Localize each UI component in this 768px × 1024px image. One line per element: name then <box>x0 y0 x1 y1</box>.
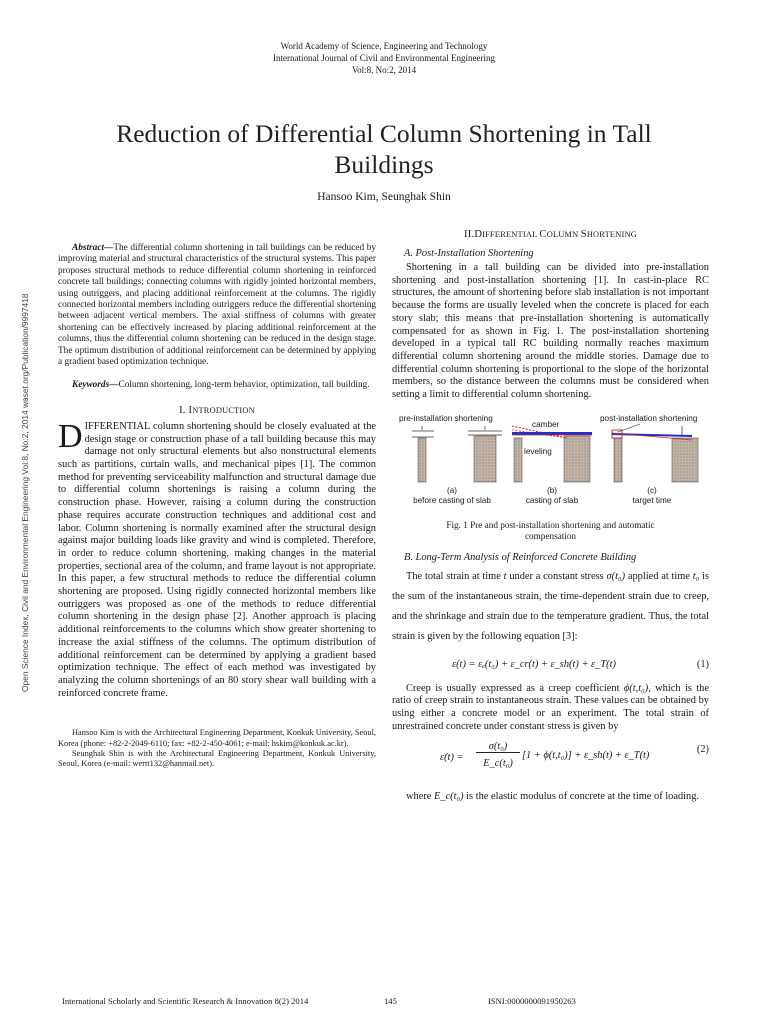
fig-b-sub: casting of slab <box>525 495 579 505</box>
footnote-1: Hansoo Kim is with the Architectural Engineering Department, Konkuk University, Seoul, Korea (phone: +82-2-2049-6110; fax: +82-2-450-4061; e-mail: hskim@konkuk.ac.kr). <box>58 728 376 748</box>
fig-label-post: post-installation shortening <box>600 413 698 423</box>
subsection-a-title: A. Post-Installation Shortening <box>404 248 534 259</box>
intro-numeral: I. I <box>179 404 193 416</box>
b-text1b: under a constant stress <box>506 570 607 582</box>
var-ec: E_c(t₀) <box>433 790 464 802</box>
sec2-word2: OLUMN <box>546 230 581 239</box>
column-b-right <box>564 436 590 482</box>
title-line-2: Buildings <box>334 150 434 179</box>
column-c-right <box>672 438 698 482</box>
page-number: 145 <box>384 996 397 1006</box>
var-t0: t₀ <box>692 570 700 582</box>
journal-publisher: World Academy of Science, Engineering and Technology <box>280 41 488 51</box>
sidebar-citation: Open Science Index, Civil and Environmental Engineering Vol:8, No:2, 2014 waset.org/Publication/9997418 <box>20 293 30 692</box>
journal-header <box>0 40 768 76</box>
abstract-dash: — <box>104 243 114 253</box>
column-b-left <box>514 438 522 482</box>
footnotes <box>58 728 376 769</box>
keywords-label: Keywords <box>72 380 110 391</box>
b-text4a: where <box>406 790 434 802</box>
section2-heading <box>392 229 709 240</box>
b-text4b: is the elastic modulus of concrete at the time of loading. <box>463 790 700 802</box>
eq2-numerator: σ(t₀) <box>476 741 520 753</box>
sec2-word1: IFFERENTIAL <box>482 230 540 239</box>
equation-2 <box>392 738 709 782</box>
subsection-b-para3 <box>392 788 709 805</box>
intro-heading <box>58 405 376 416</box>
title-line-1: Reduction of Differential Column Shortening in Tall <box>116 119 652 148</box>
intro-heading-text: NTRODUCTION <box>192 405 255 415</box>
equation-1 <box>392 649 709 683</box>
figure-1 <box>392 414 709 520</box>
fig-c: (c) <box>647 485 657 495</box>
footer-isni: ISNI:0000000091950263 <box>488 996 576 1006</box>
footer-left: International Scholarly and Scientific Research & Innovation 8(2) 2014 <box>62 996 309 1006</box>
fig-b: (b) <box>546 485 557 495</box>
authors: Hansoo Kim, Seunghak Shin <box>317 191 451 203</box>
sec2-s: S <box>580 229 587 240</box>
subsection-b-title: B. Long-Term Analysis of Reinforced Concrete Building <box>404 551 637 563</box>
eq2-lhs: ε(t) = <box>440 751 464 763</box>
eq2-number: (2) <box>696 743 709 755</box>
subsection-b-para1 <box>392 567 709 647</box>
keywords-text: Column shortening, long-term behavior, optimization, tall building. <box>118 380 370 391</box>
right-column <box>392 229 709 805</box>
intro-first-word: IFFERENTIAL <box>84 420 150 432</box>
abstract <box>58 243 376 368</box>
b-text2b: is the sum of the instantaneous strain, the time-dependent strain due to creep, and the shrinkage and strain due to the temperature gradient. Thus, the total strain is given by the following equation [3]: <box>392 570 709 642</box>
fig-label-pre: pre-installation shortening <box>399 413 493 423</box>
column-c-left <box>614 438 622 482</box>
subsection-a-body: Shortening in a tall building can be divided into pre-installation shortening and post-installation shortening [1]. In cast-in-place RC structures, the amount of shortening before slab installation is not important because the forms are usually leveled when the concrete is placed for each story slab; this means that pre-installation shortening is automatically compensated for as shown in Fig. 1. The post-installation shortening developed in a typical tall RC building normally reaches maximum differential column shortening around the middle stories. Damage due to differential column shortening is proportional to the slope of the horizontal members, so the distance between the columns must be considered when setting a limit to differential column shortening. <box>392 262 709 401</box>
journal-volume: Vol:8, No:2, 2014 <box>351 65 417 75</box>
intro-text: column shortening should be closely evaluated at the design stage or construction phase of a tall building because this may damage not only structural elements but also nonstructural elements such as partitions, curtain walls, and mechanical pipes [1]. The common method for preventing serviceability malfunction and structural damage due to differential column shortenings is raising a column during the construction phase. However, raising a column during the construction phase requires accurate construction techniques and additional cost and labor. Column shortening is normally examined after the structural design against major building loads like gravity and wind is completed. Therefore, in order to reduce column shortening, making changes in the material properties, sectional area of the column, and frame layout is not appropriate. In this paper, a few structural methods to reduce the differential column shortening are proposed. Using rigidly connected horizontal members like outriggers was proposed as one of the methods to reduce differential column shortening in the design phase [2]. Another approach is placing additional reinforcements to the columns which show greater shortening to increase the axial stiffness of the columns. The optimum distribution of additional reinforcement can be determined by applying a gradient based optimization technique. The effect of each method was investigated by analyzing the column shortenings of an 80 story shear wall building with a reinforced concrete frame. <box>58 420 376 699</box>
abstract-label: Abstract <box>72 243 105 253</box>
b-text1a: The total strain at time <box>406 570 504 582</box>
paper-title <box>40 118 728 180</box>
drop-cap: D <box>58 417 83 455</box>
footnote-2: Seunghak Shin is with the Architectural Engineering Department, Konkuk University, Seoul, Korea (e-mail: wertt132@hanmail.net). <box>58 748 376 769</box>
sec2-numeral: II.D <box>464 229 483 240</box>
var-phi: ϕ(t,t₀) <box>623 682 649 694</box>
keywords-dash: — <box>109 380 119 391</box>
intro-body <box>58 417 376 700</box>
fig-a-sub: before casting of slab <box>413 495 491 505</box>
var-t: t <box>503 570 507 582</box>
column-a-left <box>418 438 426 482</box>
eq2-denominator: E_c(t₀) <box>483 757 513 769</box>
fig-label-leveling: leveling <box>524 446 552 456</box>
journal-name: International Journal of Civil and Environmental Engineering <box>273 53 495 63</box>
eq1-formula: ε(t) = εₑ(t₀) + ε_cr(t) + ε_sh(t) + ε_T(t) <box>452 658 616 670</box>
fig-label-camber: camber <box>532 419 560 429</box>
keywords <box>58 380 376 391</box>
subsection-b-para2 <box>392 683 709 734</box>
b-text3b: , which is the ratio of creep strain to instantaneous strain. These values can be obtained by using either a concrete model or an experiment. The total strain of unrestrained concrete under constant stress is given by <box>392 682 709 732</box>
eq2-rhs: [1 + ϕ(t,t₀)] + ε_sh(t) + ε_T(t) <box>522 749 650 761</box>
sec2-word3: HORTENING <box>586 230 637 239</box>
sec2-c: C <box>539 229 547 240</box>
left-column <box>58 243 376 770</box>
var-sigma: σ(t₀) <box>606 570 626 582</box>
eq1-number: (1) <box>696 658 709 670</box>
b-text3a: Creep is usually expressed as a creep coefficient <box>406 682 624 694</box>
fig-c-sub: target time <box>632 495 672 505</box>
b-text2a: applied at time <box>627 570 693 582</box>
column-a-right <box>474 436 496 482</box>
figure-1-caption: Fig. 1 Pre and post-installation shortening and automatic compensation <box>446 519 655 542</box>
abstract-text: The differential column shortening in tall buildings can be reduced by improving material and structural characteristics of the structural systems. This paper proposes structural methods to reduce differential column shortening in reinforced concrete tall buildings; connecting columns with rigidly jointed horizontal members, using outriggers, and placing additional reinforcement at the columns. The rigidly connected horizontal members including outriggers reduce the differential shortening between adjacent vertical members. The axial stiffness of columns with greater shortening can be effectively increased by placing additional reinforcement at the columns, thus the differential column shortening can be reduced in the design stage. The optimum distribution of additional reinforcement can be determined by applying a gradient based optimization technique. <box>58 243 376 368</box>
leveling-slab <box>512 432 592 435</box>
fig-a: (a) <box>446 485 457 495</box>
